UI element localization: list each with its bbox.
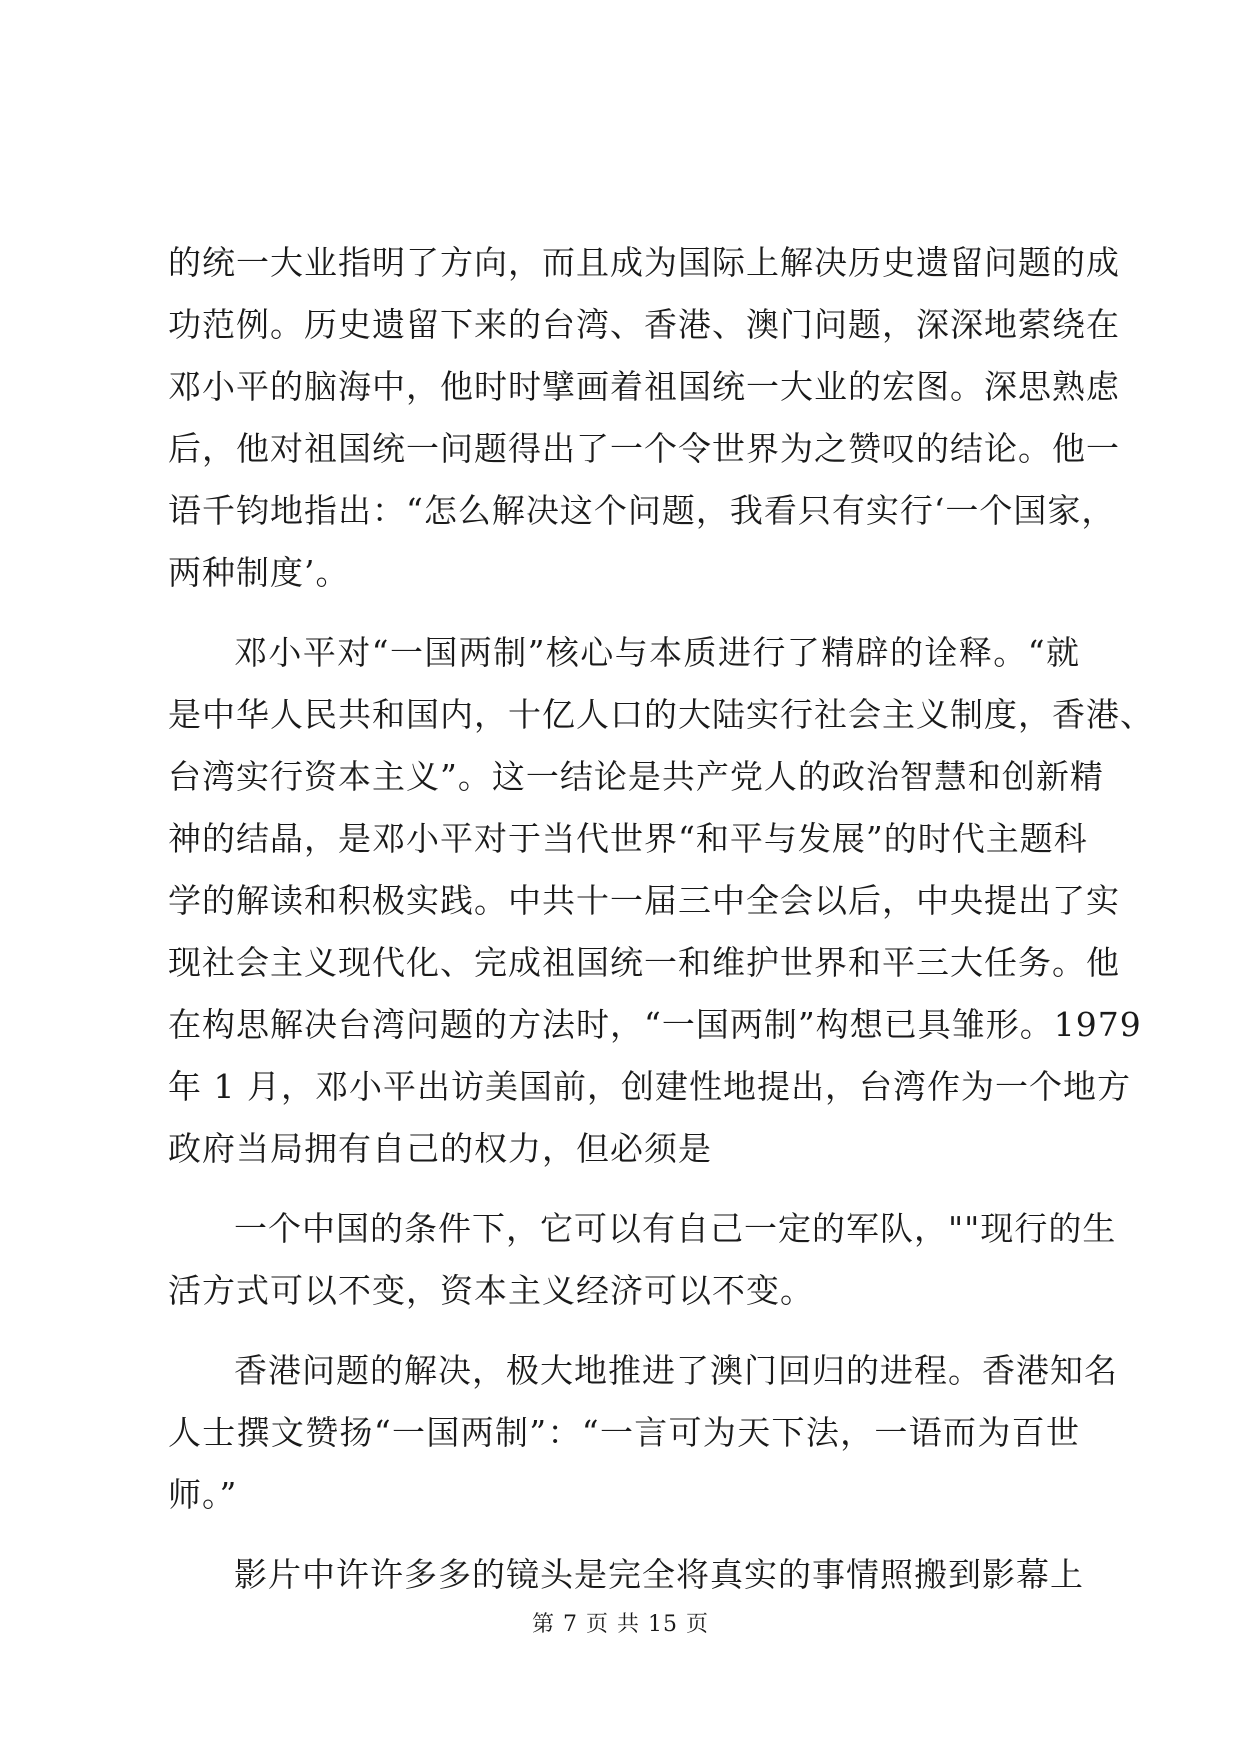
text-line: 人士撰文赞扬“一国两制”：“一言可为天下法，一语而为百世 — [168, 1413, 1080, 1452]
paragraph — [168, 1198, 1117, 1322]
text-line: 语千钧地指出：“怎么解决这个问题，我看只有实行‘一个国家， — [168, 491, 1116, 530]
text-line: 香港问题的解决，极大地推进了澳门回归的进程。香港知名 — [234, 1351, 1118, 1390]
text-line: 功范例。历史遗留下来的台湾、香港、澳门问题，深深地萦绕在 — [168, 305, 1120, 344]
text-line: 一个中国的条件下，它可以有自己一定的军队，""现行的生 — [234, 1209, 1117, 1248]
text-line: 台湾实行资本主义”。这一结论是共产党人的政治智慧和创新精 — [168, 757, 1104, 796]
text-line: 政府当局拥有自己的权力，但必须是 — [168, 1129, 712, 1168]
text-line: 两种制度’。 — [168, 553, 350, 592]
text-line: 在构思解决台湾问题的方法时，“一国两制”构想已具雏形。1979 — [168, 1005, 1142, 1044]
text-line: 邓小平的脑海中，他时时擘画着祖国统一大业的宏图。深思熟虑 — [168, 367, 1120, 406]
text-line: 影片中许许多多的镜头是完全将真实的事情照搬到影幕上 — [234, 1555, 1084, 1594]
text-line: 师。” — [168, 1475, 238, 1514]
text-line: 学的解读和积极实践。中共十一届三中全会以后，中央提出了实 — [168, 881, 1120, 920]
text-line: 现社会主义现代化、完成祖国统一和维护世界和平三大任务。他 — [168, 943, 1120, 982]
paragraph — [168, 232, 1120, 604]
document-body — [168, 232, 1154, 1606]
text-line: 活方式可以不变，资本主义经济可以不变。 — [168, 1271, 814, 1310]
text-line: 是中华人民共和国内，十亿人口的大陆实行社会主义制度，香港、 — [168, 695, 1154, 734]
text-line: 后，他对祖国统一问题得出了一个令世界为之赞叹的结论。他一 — [168, 429, 1120, 468]
text-line: 年 1 月，邓小平出访美国前，创建性地提出，台湾作为一个地方 — [168, 1067, 1131, 1106]
text-line: 邓小平对“一国两制”核心与本质进行了精辟的诠释。“就 — [234, 633, 1080, 672]
page-number-footer: 第 7 页 共 15 页 — [532, 1612, 709, 1637]
paragraph — [168, 622, 1154, 1180]
paragraph — [168, 1340, 1118, 1526]
text-line: 的统一大业指明了方向，而且成为国际上解决历史遗留问题的成 — [168, 243, 1120, 282]
paragraph — [168, 1544, 1084, 1606]
text-line: 神的结晶，是邓小平对于当代世界“和平与发展”的时代主题科 — [168, 819, 1088, 858]
